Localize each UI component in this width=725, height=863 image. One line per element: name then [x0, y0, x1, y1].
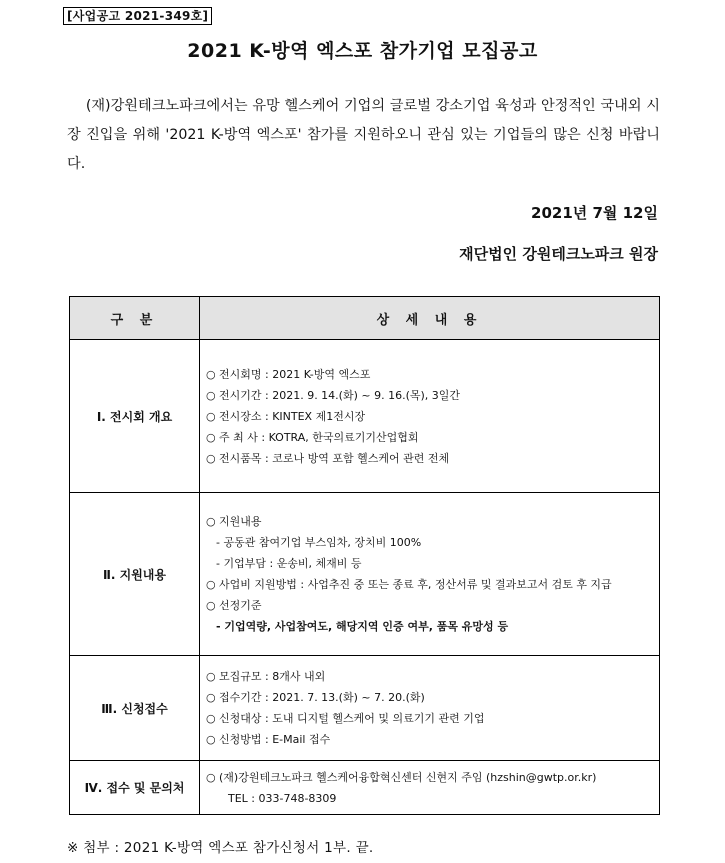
details-table: [69, 296, 660, 815]
detail-subline: TEL : 033-748-8309: [228, 791, 337, 805]
circle-bullet: ○: [206, 712, 216, 725]
row-detail: [200, 761, 660, 815]
header-category: 구 분: [70, 297, 200, 340]
row-category: Ⅳ. 접수 및 문의처: [70, 761, 200, 815]
row-detail: [200, 493, 660, 656]
detail-line: ○ 선정기준: [206, 595, 655, 616]
table-row: [70, 656, 660, 761]
detail-line: ○ 지원내용: [206, 511, 655, 532]
detail-line: ○ 사업비 지원방법 : 사업추진 중 또는 종료 후, 정산서류 및 결과보고서 검토 후 지급: [206, 574, 655, 595]
row-detail: [200, 656, 660, 761]
circle-bullet: ○: [206, 578, 216, 591]
circle-bullet: ○: [206, 409, 216, 423]
intro-text: (재)강원테크노파크에서는 유망 헬스케어 기업의 글로벌 강소기업 육성과 안정적인 국내외 시장 진입을 위해 '2021 K-방역 엑스포' 참가를 지원하오니 관심 있는 기업들의 많은 신청 바랍니다.: [67, 98, 660, 172]
detail-line: ○ 신청방법 : E-Mail 접수: [206, 729, 655, 750]
table-header-row: [70, 297, 660, 340]
attachment-note: ※ 첨부 : 2021 K-방역 엑스포 참가신청서 1부. 끝.: [67, 840, 374, 856]
detail-line: ○ 모집규모 : 8개사 내외: [206, 666, 655, 687]
detail-line: ○ 접수기간 : 2021. 7. 13.(화) ~ 7. 20.(화): [206, 687, 655, 708]
detail-line: ○ 전시장소 : KINTEX 제1전시장: [206, 406, 655, 427]
document-title: 2021 K-방역 엑스포 참가기업 모집공고: [187, 40, 538, 62]
header-detail: 상 세 내 용: [200, 297, 660, 340]
detail-subline: - 기업부담 : 운송비, 체재비 등: [216, 557, 362, 570]
row-category: Ⅱ. 지원내용: [70, 493, 200, 656]
intro-paragraph: [67, 92, 660, 179]
circle-bullet: ○: [206, 515, 216, 528]
circle-bullet: ○: [206, 691, 216, 704]
issuer-name: 재단법인 강원테크노파크 원장: [459, 245, 658, 263]
detail-subline: - 기업역량, 사업참여도, 해당지역 인증 여부, 품목 유망성 등: [216, 620, 509, 633]
detail-subline: - 공동관 참여기업 부스임차, 장치비 100%: [216, 536, 422, 549]
notice-number: [사업공고 2021-349호]: [63, 7, 212, 25]
row-category: Ⅲ. 신청접수: [70, 656, 200, 761]
circle-bullet: ○: [206, 670, 216, 683]
detail-line: ○ 주 최 사 : KOTRA, 한국의료기기산업협회: [206, 427, 655, 448]
row-category: Ⅰ. 전시회 개요: [70, 340, 200, 493]
circle-bullet: ○: [206, 367, 216, 381]
circle-bullet: ○: [206, 770, 216, 784]
detail-line: ○ 신청대상 : 도내 디지털 헬스케어 및 의료기기 관련 기업: [206, 708, 655, 729]
table-row: [70, 761, 660, 815]
circle-bullet: ○: [206, 388, 216, 402]
circle-bullet: ○: [206, 599, 216, 612]
detail-line: ○ 전시품목 : 코로나 방역 포함 헬스케어 관련 전체: [206, 448, 655, 469]
detail-line: ○ (재)강원테크노파크 헬스케어융합혁신센터 신현지 주임 (hzshin@gwtp.or.kr): [206, 767, 655, 788]
row-detail: [200, 340, 660, 493]
detail-line: ○ 전시회명 : 2021 K-방역 엑스포: [206, 364, 655, 385]
circle-bullet: ○: [206, 430, 216, 444]
table-row: [70, 493, 660, 656]
circle-bullet: ○: [206, 451, 216, 465]
issue-date: 2021년 7월 12일: [531, 204, 658, 222]
detail-line: ○ 전시기간 : 2021. 9. 14.(화) ~ 9. 16.(목), 3일간: [206, 385, 655, 406]
circle-bullet: ○: [206, 733, 216, 746]
table-row: [70, 340, 660, 493]
